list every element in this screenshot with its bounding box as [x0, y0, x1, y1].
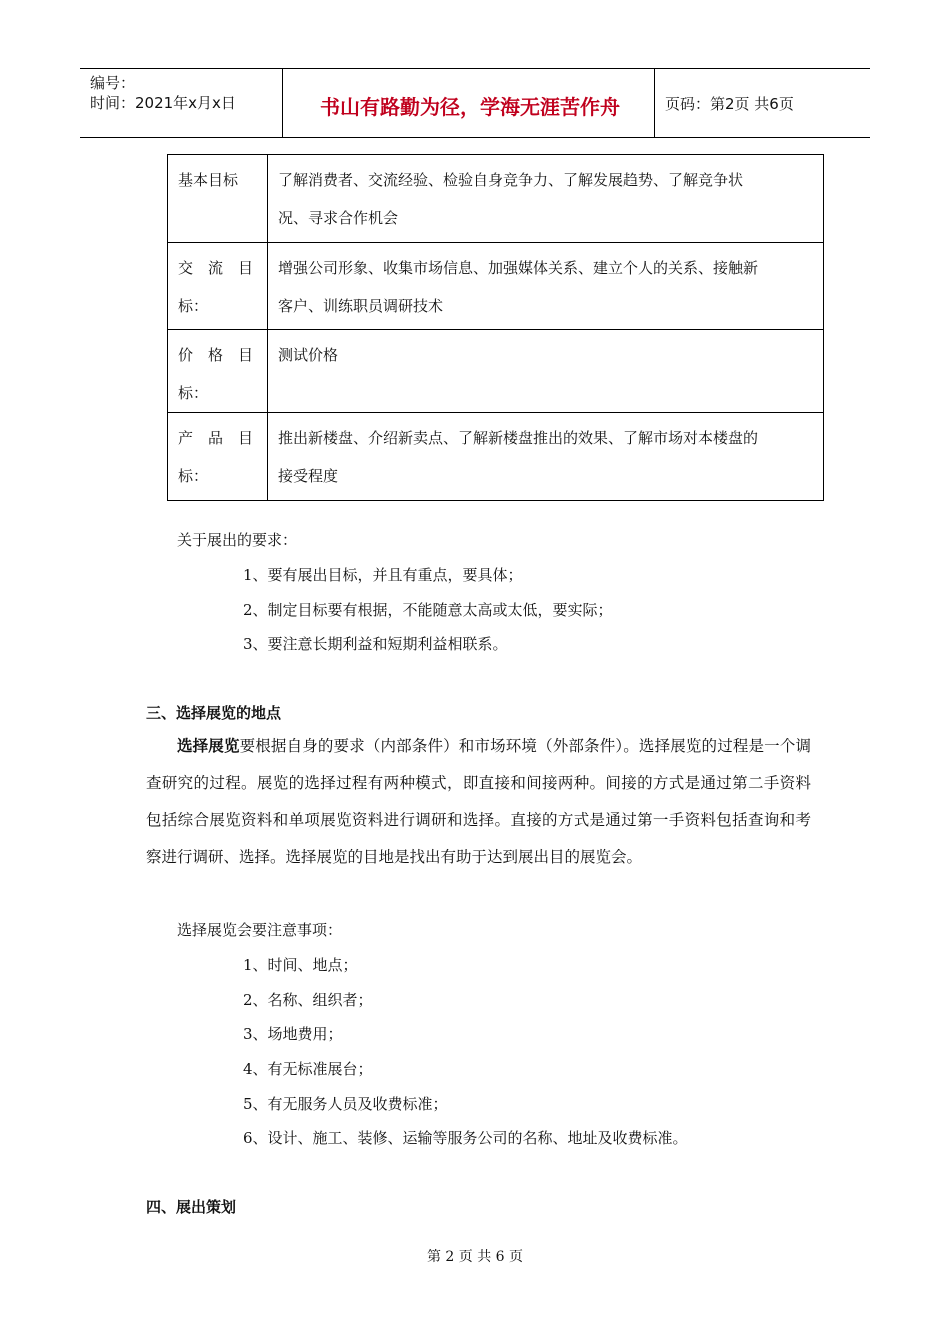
goal-text: 增强公司形象、收集市场信息、加强媒体关系、建立个人的关系、接触新 — [278, 259, 759, 277]
header-page-info: 页码：第2页 共6页 — [665, 95, 794, 113]
goal-text-cell — [268, 330, 824, 413]
list-item: 1、时间、地点； — [243, 956, 358, 974]
goal-label-cell — [168, 243, 268, 330]
goal-label-cell — [168, 155, 268, 243]
header-meta — [90, 73, 236, 113]
section-3-paragraph — [146, 728, 811, 876]
table-row — [168, 243, 824, 330]
goals-table — [167, 154, 824, 501]
notes-title: 选择展览会要注意事项： — [177, 921, 343, 939]
list-item: 1、要有展出目标，并且有重点，要具体； — [243, 566, 523, 584]
goal-text-cell — [268, 155, 824, 243]
goal-text-cont: 客户、训练职员调研技术 — [278, 297, 444, 315]
header-motto: 书山有路勤为径，学海无涯苦作舟 — [320, 95, 620, 119]
section-3-heading: 三、选择展览的地点 — [146, 704, 282, 722]
goal-label: 产 品 目 — [178, 429, 254, 447]
goal-label-cont: 标： — [178, 467, 209, 485]
requirements-title: 关于展出的要求： — [177, 531, 298, 549]
list-item: 3、要注意长期利益和短期利益相联系。 — [243, 635, 508, 653]
list-item: 6、设计、施工、装修、运输等服务公司的名称、地址及收费标准。 — [243, 1129, 688, 1147]
goal-text-cell — [268, 413, 824, 501]
page-footer: 第 2 页 共 6 页 — [426, 1249, 524, 1265]
goal-text-cont: 况、寻求合作机会 — [278, 209, 399, 227]
doc-date: 时间：2021年x月x日 — [90, 94, 236, 112]
table-row — [168, 155, 824, 243]
list-item: 5、有无服务人员及收费标准； — [243, 1095, 448, 1113]
header-divider — [282, 69, 283, 137]
list-item: 2、制定目标要有根据，不能随意太高或太低，要实际； — [243, 601, 613, 619]
list-item: 4、有无标准展台； — [243, 1060, 373, 1078]
goal-text: 推出新楼盘、介绍新卖点、了解新楼盘推出的效果、了解市场对本楼盘的 — [278, 429, 759, 447]
goal-label-cell — [168, 413, 268, 501]
goal-label: 交 流 目 — [178, 259, 254, 277]
paragraph-body: 要根据自身的要求（内部条件）和市场环境（外部条件）。选择展览的过程是一个调查研究的过程。展览的选择过程有两种模式，即直接和间接两种。间接的方式是通过第二手资料包括综合展览资料和单项展览资料进行调研和选择。直接的方式是通过第一手资料包括查询和考察进行调研、选择。选择展览的目地是找出有助于达到展出目的展览会。 — [146, 737, 811, 866]
goal-text-cell — [268, 243, 824, 330]
paragraph-lead: 选择展览 — [177, 737, 240, 755]
section-4-heading: 四、展出策划 — [146, 1198, 237, 1216]
page-header — [80, 68, 870, 138]
goal-text: 了解消费者、交流经验、检验自身竞争力、了解发展趋势、了解竞争状 — [278, 171, 744, 189]
goal-label-cont: 标： — [178, 384, 209, 402]
list-item: 3、场地费用； — [243, 1025, 343, 1043]
table-row — [168, 330, 824, 413]
goal-text: 测试价格 — [278, 346, 339, 364]
list-item: 2、名称、组织者； — [243, 991, 373, 1009]
table-row — [168, 413, 824, 501]
doc-number-label: 编号： — [90, 74, 136, 92]
goal-text-cont: 接受程度 — [278, 467, 339, 485]
goal-label-cell — [168, 330, 268, 413]
goal-label-cont: 标： — [178, 297, 209, 315]
goal-label: 基本目标 — [178, 171, 239, 189]
goal-label: 价 格 目 — [178, 346, 254, 364]
